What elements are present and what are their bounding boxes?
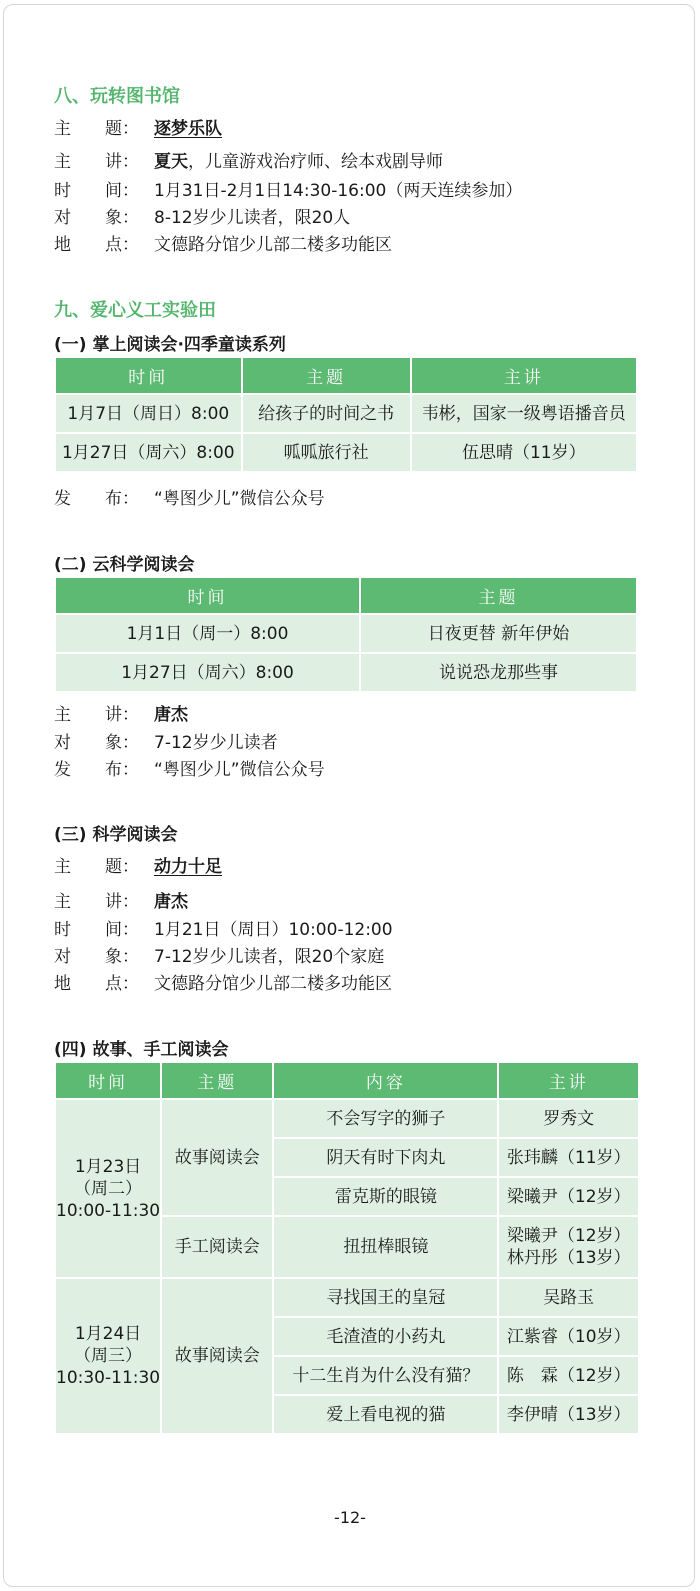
table-header-row [55, 577, 637, 614]
sub2-speaker-row [54, 704, 188, 726]
content-cell: 十二生肖为什么没有猫？ [273, 1356, 498, 1395]
date: 1月24日 [74, 1324, 142, 1344]
label: 主 讲： [54, 892, 139, 912]
content-cell: 雷克斯的眼镜 [273, 1177, 498, 1216]
label: 对 象： [54, 208, 139, 228]
sub3-audience-row [54, 946, 384, 968]
col-header: 主讲 [411, 357, 637, 394]
label: 对 象： [54, 733, 139, 753]
cell: 给孩子的时间之书 [242, 394, 411, 433]
col-header: 主题 [360, 577, 637, 614]
place-value: 文德路分馆少儿部二楼多功能区 [154, 235, 392, 255]
page-number: -12- [334, 1508, 366, 1527]
label: 对 象： [54, 947, 139, 967]
table-row [55, 614, 637, 653]
speaker-value: 唐杰 [154, 705, 188, 725]
label: 时 间： [54, 181, 139, 201]
speaker-cell [498, 1216, 639, 1278]
theme-cell: 手工阅读会 [161, 1216, 273, 1278]
sub3-speaker-row [54, 891, 188, 913]
weekday: （周二） [74, 1178, 143, 1199]
col-header: 主讲 [498, 1062, 639, 1099]
sub3-place-row [54, 973, 392, 995]
publish-value: “粤图少儿”微信公众号 [154, 489, 325, 509]
content-cell: 阴天有时下肉丸 [273, 1138, 498, 1177]
section-9-title: 九、爱心义工实验田 [54, 300, 216, 321]
content-cell: 扭扭棒眼镜 [273, 1216, 498, 1278]
speaker-cell: 陈 霖（12岁） [498, 1356, 639, 1395]
table-header-row [55, 357, 637, 394]
table-header-row [55, 1062, 639, 1099]
topic-value: 逐梦乐队 [154, 119, 222, 139]
cell: 1月1日（周一）8:00 [55, 614, 360, 653]
audience-value: 7-12岁少儿读者 [154, 733, 278, 753]
weekday: （周三） [74, 1346, 143, 1366]
place-value: 文德路分馆少儿部二楼多功能区 [154, 974, 392, 994]
label: 主 讲： [54, 705, 139, 725]
table-row [55, 1099, 639, 1138]
date: 1月23日 [74, 1156, 142, 1177]
speaker-name: 夏天 [154, 152, 188, 172]
content-cell: 毛渣渣的小药丸 [273, 1317, 498, 1356]
label: 主 讲： [54, 152, 139, 172]
topic-value: 动力十足 [154, 857, 222, 877]
date-cell [55, 1099, 161, 1278]
col-header: 主题 [242, 357, 411, 394]
time-value: 1月21日（周日）10:00-12:00 [154, 920, 393, 940]
col-header: 主题 [161, 1062, 273, 1099]
sub-3-title: (三) 科学阅读会 [54, 825, 178, 845]
cell: 1月27日（周六）8:00 [55, 653, 360, 692]
label: 地 点： [54, 974, 139, 994]
speaker-cell: 罗秀文 [498, 1099, 639, 1138]
cell: 1月7日（周日）8:00 [55, 394, 242, 433]
col-header: 时间 [55, 357, 242, 394]
speaker-line: 林丹彤（13岁） [506, 1248, 631, 1268]
label: 地 点： [54, 235, 139, 255]
table-row [55, 433, 637, 472]
cell: 伍思晴（11岁） [411, 433, 637, 472]
sec8-time-row [54, 180, 522, 202]
label: 主 题： [54, 857, 139, 877]
cell: 1月27日（周六）8:00 [55, 433, 242, 472]
speaker-cell: 吴路玉 [498, 1278, 639, 1317]
speaker-cell: 梁曦尹（12岁） [498, 1177, 639, 1216]
sub2-audience-row [54, 732, 278, 754]
content-cell: 不会写字的狮子 [273, 1099, 498, 1138]
time-range: 10:00-11:30 [56, 1200, 161, 1221]
speaker-cell: 张玮麟（11岁） [498, 1138, 639, 1177]
label: 主 题： [54, 119, 139, 139]
speaker-cell: 李伊晴（13岁） [498, 1395, 639, 1434]
date-cell [55, 1278, 161, 1434]
label: 发 布： [54, 760, 139, 780]
audience-value: 8-12岁少儿读者，限20人 [154, 208, 351, 228]
sec8-place-row [54, 234, 392, 256]
section-8-title: 八、玩转图书馆 [54, 86, 180, 107]
table-story-craft [54, 1061, 640, 1435]
speaker-desc: ，儿童游戏治疗师、绘本戏剧导师 [188, 152, 443, 172]
col-header: 时间 [55, 1062, 161, 1099]
sub-1-title: (一) 掌上阅读会·四季童读系列 [54, 335, 286, 355]
speaker-line: 梁曦尹（12岁） [506, 1226, 631, 1246]
sec8-speaker-row [54, 151, 443, 173]
col-header: 内容 [273, 1062, 498, 1099]
speaker-value: 唐杰 [154, 892, 188, 912]
label: 时 间： [54, 920, 139, 940]
sub-4-title: (四) 故事、手工阅读会 [54, 1040, 229, 1060]
table-cloud-science [54, 576, 638, 693]
publish-value: “粤图少儿”微信公众号 [154, 760, 325, 780]
theme-cell: 故事阅读会 [161, 1278, 273, 1434]
table-row [55, 394, 637, 433]
sub2-publish-row [54, 759, 325, 781]
sub-2-title: (二) 云科学阅读会 [54, 555, 195, 575]
content-cell: 爱上看电视的猫 [273, 1395, 498, 1434]
sub1-publish-row [54, 488, 325, 510]
table-row [55, 1278, 639, 1317]
time-range: 10:30-11:30 [56, 1368, 161, 1388]
sec8-topic-row [54, 118, 222, 140]
cell: 韦彬，国家一级粤语播音员 [411, 394, 637, 433]
table-reading-series [54, 356, 638, 473]
label: 发 布： [54, 489, 139, 509]
cell: 说说恐龙那些事 [360, 653, 637, 692]
content-cell: 寻找国王的皇冠 [273, 1278, 498, 1317]
sec8-audience-row [54, 207, 350, 229]
audience-value: 7-12岁少儿读者，限20个家庭 [154, 947, 385, 967]
theme-cell: 故事阅读会 [161, 1099, 273, 1216]
cell: 日夜更替 新年伊始 [360, 614, 637, 653]
table-row [55, 653, 637, 692]
time-value: 1月31日-2月1日14:30-16:00（两天连续参加） [154, 181, 523, 201]
sub3-topic-row [54, 856, 222, 878]
cell: 呱呱旅行社 [242, 433, 411, 472]
sub3-time-row [54, 919, 393, 941]
col-header: 时间 [55, 577, 360, 614]
speaker-cell: 江紫睿（10岁） [498, 1317, 639, 1356]
